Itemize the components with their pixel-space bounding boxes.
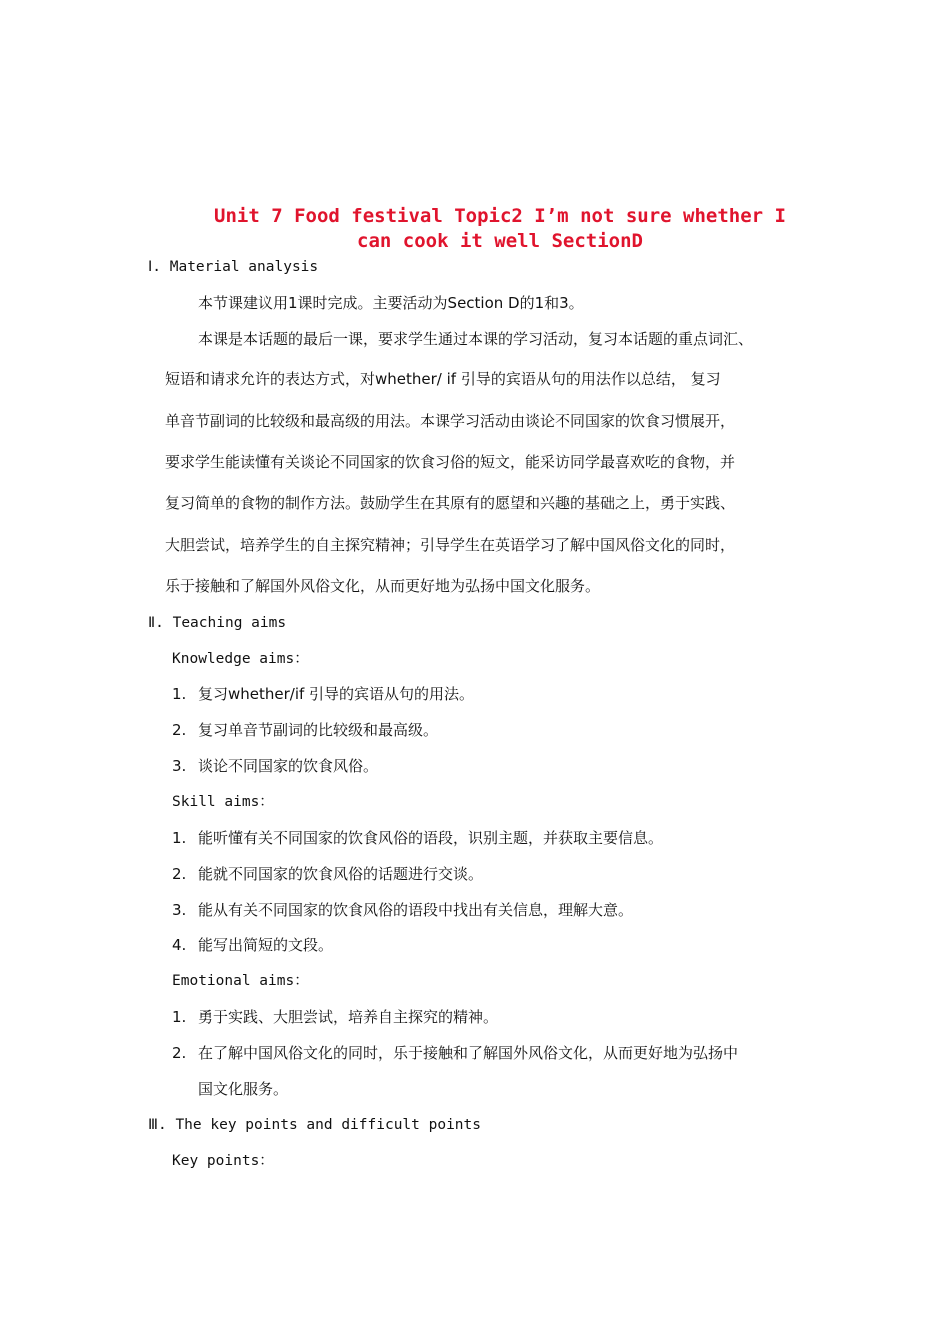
section-3-heading: Ⅲ. The key points and difficult points: [148, 1117, 481, 1133]
list-item: 2. 复习单音节副词的比较级和最高级。: [172, 721, 439, 739]
paragraph-2-line: 单音节副词的比较级和最高级的用法。本课学习活动由谈论不同国家的饮食习惯展开，: [165, 412, 736, 430]
section-1-heading: Ⅰ. Material analysis: [148, 259, 319, 275]
list-item: 2. 能就不同国家的饮食风俗的话题进行交谈。: [172, 865, 484, 883]
paragraph-2-line: 乐于接触和了解国外风俗文化，从而更好地为弘扬中国文化服务。: [165, 577, 601, 595]
list-item: 1. 勇于实践、大胆尝试，培养自主探究的精神。: [172, 1008, 499, 1026]
list-item: 2. 在了解中国风俗文化的同时，乐于接触和了解国外风俗文化，从而更好地为弘扬中: [172, 1044, 739, 1062]
list-item: 1. 能听懂有关不同国家的饮食风俗的语段，识别主题，并获取主要信息。: [172, 829, 664, 847]
paragraph-2-line: 复习简单的食物的制作方法。鼓励学生在其原有的愿望和兴趣的基础之上，勇于实践、: [165, 494, 736, 512]
knowledge-aims-label: Knowledge aims：: [172, 651, 309, 667]
paragraph-2-line: 本课是本话题的最后一课，要求学生通过本课的学习活动，复习本话题的重点词汇、: [198, 330, 754, 348]
list-item: 4. 能写出简短的文段。: [172, 936, 334, 954]
paragraph-2-line: 要求学生能读懂有关谈论不同国家的饮食习俗的短文，能采访同学最喜欢吃的食物，并: [165, 453, 736, 471]
skill-aims-label: Skill aims：: [172, 794, 274, 810]
title-line-2: can cook it well SectionD: [357, 230, 643, 252]
list-item: 1. 复习whether/if 引导的宾语从句的用法。: [172, 685, 475, 703]
emotional-aims-label: Emotional aims：: [172, 973, 309, 989]
list-item: 3. 能从有关不同国家的饮食风俗的语段中找出有关信息，理解大意。: [172, 901, 634, 919]
paragraph-2-line: 大胆尝试，培养学生的自主探究精神；引导学生在英语学习了解中国风俗文化的同时，: [165, 536, 736, 554]
list-item-continuation: 国文化服务。: [198, 1080, 289, 1098]
paragraph-2-line: 短语和请求允许的表达方式，对whether/ if 引导的宾语从句的用法作以总结， 复习: [165, 370, 721, 388]
list-item: 3. 谈论不同国家的饮食风俗。: [172, 757, 379, 775]
title-line-1: Unit 7 Food festival Topic2 I’m not sure whether I: [214, 205, 786, 227]
key-points-label: Key points：: [172, 1153, 274, 1169]
section-2-heading: Ⅱ. Teaching aims: [148, 615, 287, 631]
paragraph-1: 本节课建议用1课时完成。主要活动为Section D的1和3。: [198, 294, 584, 312]
